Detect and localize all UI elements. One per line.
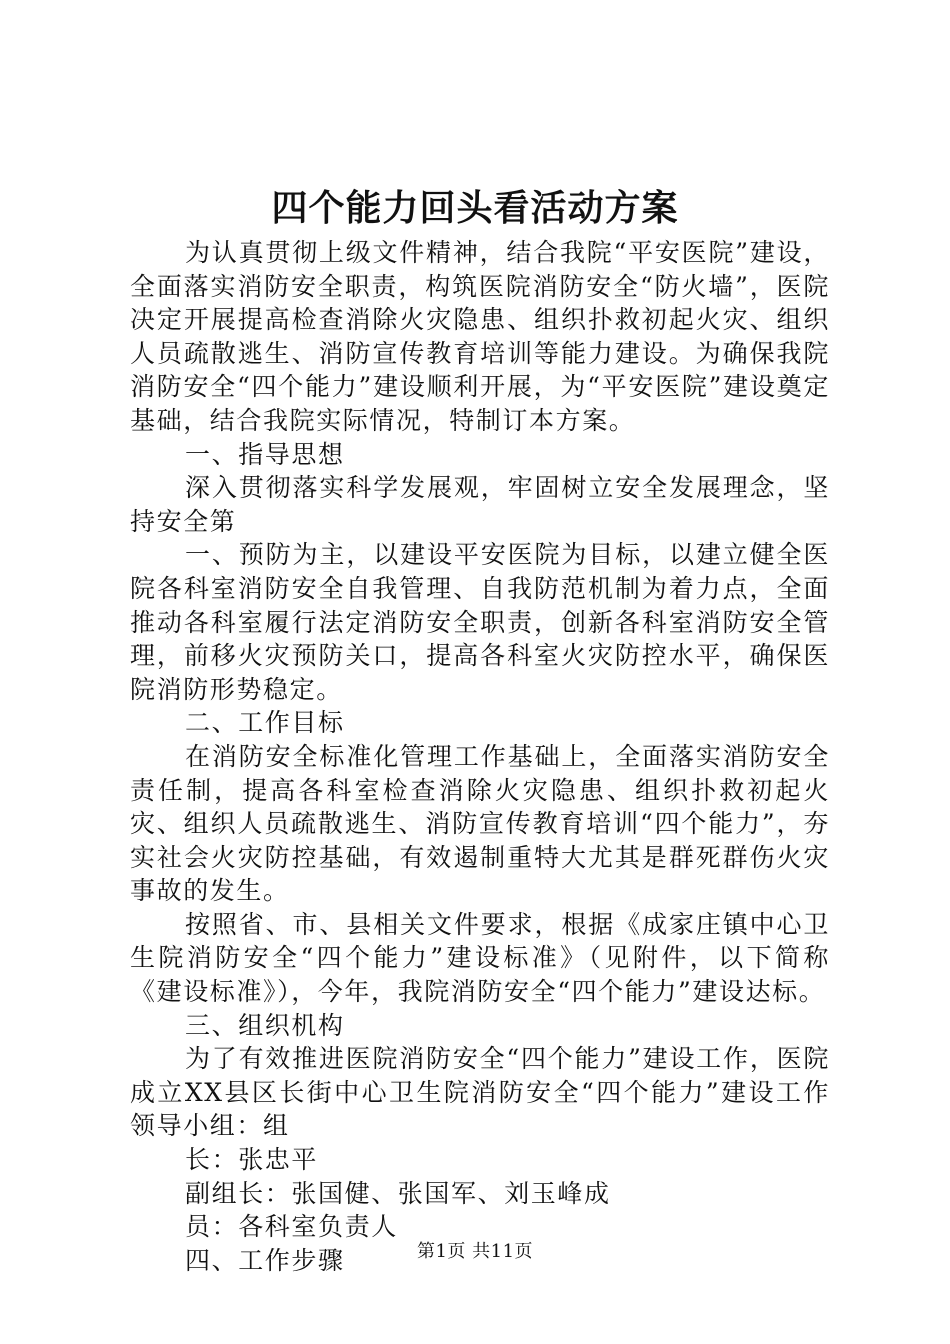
members-line: 员：各科室负责人 [185,1212,398,1242]
page-number-footer: 第1页 共11页 [416,1241,534,1262]
intro-paragraph: 为认真贯彻上级文件精神，结合我院“平安医院”建设，全面落实消防安全职责，构筑医院消防安全“防火墙”，医院决定开展提高检查消除火灾隐患、组织扑救初起火灾、组织人员疏散逃生、消防宣传教育培训等能力建设。为确保我院消防安全“四个能力”建设顺利开展，为“平安医院”建设奠定基础，结合我院实际情况，特制订本方案。 [130,238,830,435]
guiding-ideology-paragraph: 深入贯彻落实科学发展观，牢固树立安全发展理念，坚持安全第 [130,473,830,536]
work-goals-paragraph: 在消防安全标准化管理工作基础上，全面落实消防安全责任制，提高各科室检查消除火灾隐患、组织扑救初起火灾、组织人员疏散逃生、消防宣传教育培训“四个能力”，夯实社会火灾防控基础，有效遏制重特大尤其是群死群伤火灾事故的发生。 [130,741,830,906]
group-leader-line: 长：张忠平 [185,1145,319,1175]
deputy-leader-line: 副组长：张国健、张国军、刘玉峰成 [185,1178,611,1208]
organization-paragraph: 为了有效推进医院消防安全“四个能力”建设工作，医院成立XX县区长街中心卫生院消防安全“四个能力”建设工作领导小组：组 [130,1044,830,1141]
section-heading-work-goals: 二、工作目标 [185,708,345,738]
document-title: 四个能力回头看活动方案 [271,187,679,229]
section-heading-work-steps: 四、工作步骤 [185,1245,345,1275]
document-body [130,236,830,1277]
requirements-paragraph: 按照省、市、县相关文件要求，根据《成家庄镇中心卫生院消防安全“四个能力”建设标准》（见附件，以下简称《建设标准》），今年，我院消防安全“四个能力”建设达标。 [130,909,830,1007]
prevention-paragraph: 一、预防为主，以建设平安医院为目标，以建立健全医院各科室消防安全自我管理、自我防范机制为着力点，全面推动各科室履行法定消防安全职责，创新各科室消防安全管理，前移火灾预防关口，提高各科室火灾防控水平，确保医院消防形势稳定。 [130,540,830,704]
section-heading-organization: 三、组织机构 [185,1010,345,1040]
section-heading-guiding-ideology: 一、指导思想 [185,439,345,469]
